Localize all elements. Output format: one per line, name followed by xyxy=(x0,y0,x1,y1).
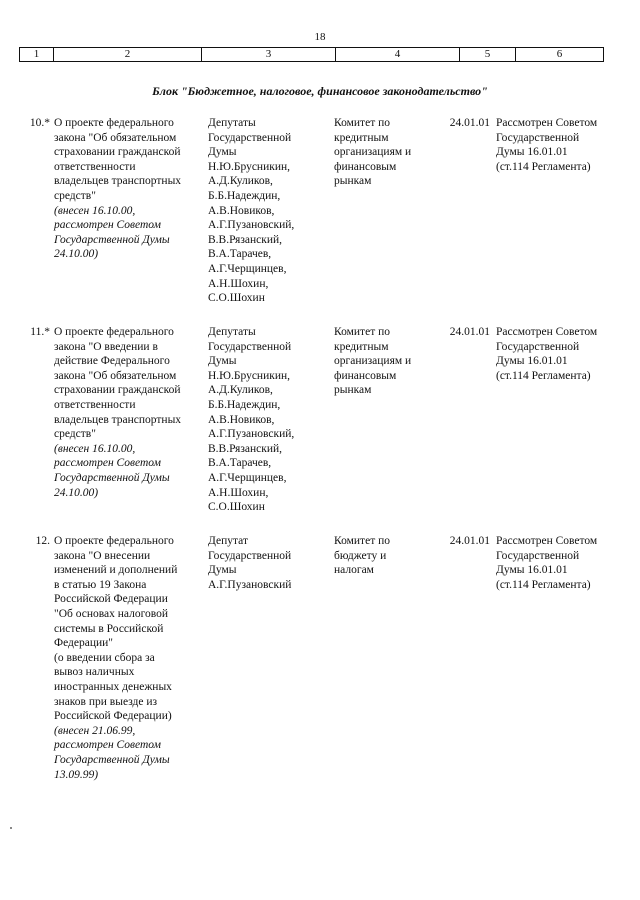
entry-number: 11.* xyxy=(30,326,50,338)
text-line: Думы xyxy=(208,355,237,368)
text-line: закона "Об обязательном xyxy=(54,131,177,144)
text-line: 24.10.00) xyxy=(54,486,99,499)
text-line: А.В.Новиков, xyxy=(208,204,275,217)
scan-speck xyxy=(10,827,12,829)
text-line: Рассмотрен Советом xyxy=(496,326,598,338)
text-line: А.Г.Черщинцев, xyxy=(208,471,287,484)
responsible-committee xyxy=(334,534,434,578)
text-line: финансовым xyxy=(334,160,397,173)
review-date: 24.01.01 xyxy=(449,117,490,129)
text-line: Государственной xyxy=(208,340,292,353)
column-number-header xyxy=(19,47,604,62)
text-line: средств" xyxy=(54,189,96,202)
text-line: Думы 16.01.01 xyxy=(496,355,568,368)
bill-title xyxy=(54,325,204,500)
text-line: (ст.114 Регламента) xyxy=(496,369,591,382)
text-line: А.Г.Пузановский, xyxy=(208,219,295,232)
text-line: Н.Ю.Брусникин, xyxy=(208,160,291,173)
column-number: 4 xyxy=(336,48,460,62)
text-line: А.Д.Куликов, xyxy=(208,175,273,188)
text-line: организациям и xyxy=(334,146,412,159)
text-line: Депутат xyxy=(208,535,248,547)
text-line: Депутаты xyxy=(208,117,256,129)
column-number: 2 xyxy=(54,48,202,62)
text-line: Государственной Думы xyxy=(54,753,170,766)
responsible-committee xyxy=(334,325,434,398)
text-line: Комитет по xyxy=(334,326,390,338)
text-line: в статью 19 Закона xyxy=(54,578,147,591)
review-status xyxy=(496,116,626,174)
review-status xyxy=(496,534,626,592)
text-line: (ст.114 Регламента) xyxy=(496,578,591,591)
text-line: рассмотрен Советом xyxy=(54,739,161,752)
text-line: финансовым xyxy=(334,369,397,382)
bill-authors xyxy=(208,534,326,592)
text-line: Н.Ю.Брусникин, xyxy=(208,369,291,382)
text-line: Государственной xyxy=(208,131,292,144)
text-line: Государственной Думы xyxy=(54,471,170,484)
text-line: Государственной xyxy=(496,131,580,144)
review-status xyxy=(496,325,626,383)
review-date: 24.01.01 xyxy=(449,326,490,338)
text-line: Б.Б.Надеждин, xyxy=(208,398,281,411)
text-line: знаков при выезде из xyxy=(54,695,158,708)
text-line: Думы 16.01.01 xyxy=(496,146,568,159)
text-line: средств" xyxy=(54,428,96,441)
text-line: Государственной Думы xyxy=(54,233,170,246)
text-line: (внесен 21.06.99, xyxy=(54,724,136,737)
text-line: Комитет по xyxy=(334,117,390,129)
text-line: В.В.Рязанский, xyxy=(208,233,283,246)
text-line: О проекте федерального xyxy=(54,117,174,129)
text-line: В.В.Рязанский, xyxy=(208,442,283,455)
text-line: организациям и xyxy=(334,355,412,368)
column-number: 5 xyxy=(460,48,516,62)
text-line: А.Г.Черщинцев, xyxy=(208,262,287,275)
text-line: О проекте федерального xyxy=(54,535,174,547)
text-line: Рассмотрен Советом xyxy=(496,535,598,547)
text-line: рынкам xyxy=(334,384,372,397)
bill-title xyxy=(54,116,204,262)
text-line: действие Федерального xyxy=(54,355,170,368)
text-line: Б.Б.Надеждин, xyxy=(208,189,281,202)
text-line: Государственной xyxy=(208,549,292,562)
text-line: С.О.Шохин xyxy=(208,501,265,514)
text-line: рынкам xyxy=(334,175,372,188)
text-line: системы в Российской xyxy=(54,622,164,635)
text-line: закона "Об обязательном xyxy=(54,369,177,382)
column-number: 3 xyxy=(202,48,336,62)
responsible-committee xyxy=(334,116,434,189)
text-line: О проекте федерального xyxy=(54,326,174,338)
text-line: (внесен 16.10.00, xyxy=(54,442,136,455)
text-line: 13.09.99) xyxy=(54,768,99,781)
text-line: закона "О введении в xyxy=(54,340,158,353)
bill-authors xyxy=(208,325,326,515)
text-line: 24.10.00) xyxy=(54,248,99,261)
text-line: (о введении сбора за xyxy=(54,651,155,664)
entry-number: 10.* xyxy=(29,117,50,129)
text-line: В.А.Тарачев, xyxy=(208,248,272,261)
text-line: владельцев транспортных xyxy=(54,413,182,426)
text-line: кредитным xyxy=(334,131,389,144)
text-line: Комитет по xyxy=(334,535,390,547)
text-line: А.Н.Шохин, xyxy=(208,277,269,290)
text-line: Российской Федерации) xyxy=(54,710,172,723)
text-line: Думы 16.01.01 xyxy=(496,564,568,577)
text-line: (внесен 16.10.00, xyxy=(54,204,136,217)
text-line: Рассмотрен Советом xyxy=(496,117,598,129)
text-line: Думы xyxy=(208,564,237,577)
text-line: налогам xyxy=(334,564,374,577)
review-date: 24.01.01 xyxy=(449,535,490,547)
text-line: ответственности xyxy=(54,398,136,411)
text-line: "Об основах налоговой xyxy=(54,607,169,620)
text-line: А.Н.Шохин, xyxy=(208,486,269,499)
entry-number: 12. xyxy=(35,535,50,547)
text-line: бюджету и xyxy=(334,549,387,562)
bill-title xyxy=(54,534,204,782)
text-line: иностранных денежных xyxy=(54,680,172,693)
text-line: Депутаты xyxy=(208,326,256,338)
text-line: А.Г.Пузановский xyxy=(208,578,292,591)
text-line: (ст.114 Регламента) xyxy=(496,160,591,173)
text-line: ответственности xyxy=(54,160,136,173)
block-title: Блок "Бюджетное, налоговое, финансовое законодательство" xyxy=(152,84,488,98)
column-number: 6 xyxy=(516,48,604,62)
text-line: Думы xyxy=(208,146,237,159)
text-line: Российской Федерации xyxy=(54,593,168,606)
text-line: рассмотрен Советом xyxy=(54,219,161,232)
text-line: страховании гражданской xyxy=(54,384,181,397)
text-line: А.В.Новиков, xyxy=(208,413,275,426)
page-number: 18 xyxy=(314,31,326,43)
text-line: А.Д.Куликов, xyxy=(208,384,273,397)
text-line: В.А.Тарачев, xyxy=(208,457,272,470)
text-line: рассмотрен Советом xyxy=(54,457,161,470)
text-line: страховании гражданской xyxy=(54,146,181,159)
text-line: кредитным xyxy=(334,340,389,353)
bill-authors xyxy=(208,116,326,306)
text-line: изменений и дополнений xyxy=(54,564,178,577)
text-line: Государственной xyxy=(496,549,580,562)
text-line: Государственной xyxy=(496,340,580,353)
text-line: закона "О внесении xyxy=(54,549,151,562)
text-line: С.О.Шохин xyxy=(208,292,265,305)
text-line: А.Г.Пузановский, xyxy=(208,428,295,441)
text-line: Федерации" xyxy=(54,637,114,650)
text-line: вывоз наличных xyxy=(54,666,135,679)
text-line: владельцев транспортных xyxy=(54,175,182,188)
column-number: 1 xyxy=(20,48,54,62)
